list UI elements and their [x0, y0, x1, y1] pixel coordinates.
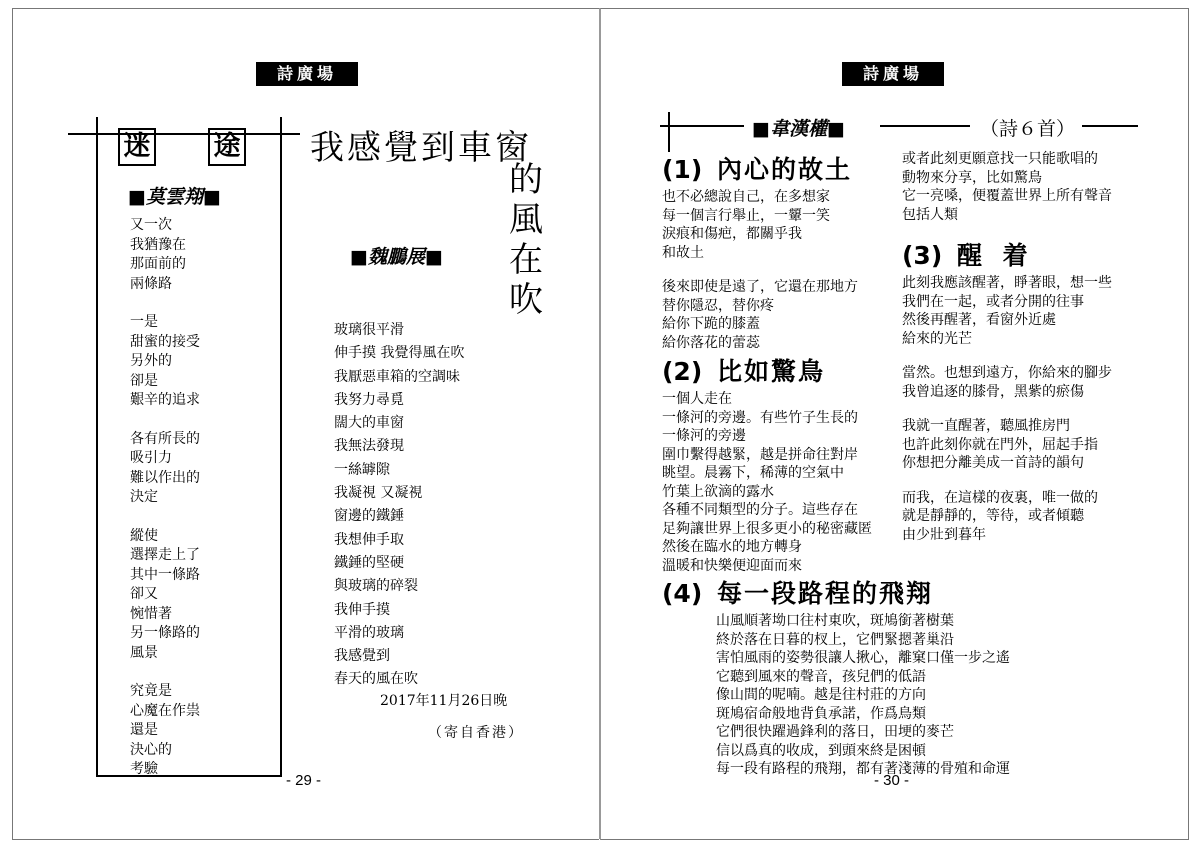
- stanza-gap: [662, 262, 858, 278]
- poem1-body: [130, 216, 200, 780]
- poem1-stanza: [130, 216, 200, 294]
- poem2-date: 2017年11月26日晚: [380, 693, 508, 709]
- section3-line: 我們在一起，或者分開的往事: [902, 293, 1084, 310]
- section2-line: 溫暖和快樂便迎面而來: [662, 557, 802, 574]
- poem2-line: 平滑的玻璃: [334, 624, 404, 641]
- section2-cont-line: 它一亮嗓，便覆蓋世界上所有聲音: [902, 188, 1112, 204]
- section2-line: 一個人走在: [662, 391, 732, 407]
- section1-title: 內心的故土: [716, 155, 852, 184]
- section3-line: 就是靜靜的，等待，或者傾聽: [902, 508, 1084, 524]
- poem1-line: 吸引力: [130, 450, 172, 466]
- poem1-line: 我猶豫在: [130, 236, 186, 253]
- poem2-line: 伸手摸 我覺得風在吹: [334, 345, 465, 362]
- poem2-line: 我凝視 又凝視: [334, 485, 423, 502]
- poem1-line: 難以作出的: [130, 469, 200, 486]
- poem1-author: ■莫雲翔■: [128, 186, 221, 208]
- section2-line: 圍巾繫得越緊，越是拼命往對岸: [662, 446, 858, 463]
- section4-line: 信以爲真的收成，到頭來終是困頓: [716, 742, 926, 759]
- section2-body: [662, 390, 872, 575]
- section3-line: 給來的光芒: [902, 330, 972, 347]
- poem2-title-horizontal: 我感覺到車窗: [310, 128, 532, 168]
- poem2-body: [334, 319, 464, 692]
- poem-count: （詩６首）: [980, 118, 1076, 140]
- poem1-line: 又一次: [130, 217, 172, 233]
- author-line-middle: [880, 125, 970, 127]
- section4-heading: [662, 574, 933, 610]
- section1-heading: [662, 150, 852, 186]
- poem1-frame-top-line: [68, 133, 300, 135]
- poem1-line: 另外的: [130, 353, 172, 369]
- poem1-title-char-1: 迷: [118, 128, 156, 166]
- section1-line: 和故土: [662, 244, 704, 261]
- poem1-line: 艱辛的追求: [130, 392, 200, 408]
- section1-line: 給你下跪的膝蓋: [662, 316, 760, 332]
- poem2-line: 我厭惡車箱的空調味: [334, 368, 460, 385]
- section4-line: 每一段有路程的飛翔，都有著淺薄的骨殖和命運: [716, 761, 1010, 777]
- section3-title: 醒 着: [956, 241, 1034, 270]
- section2-heading: [662, 352, 825, 388]
- poem1-line: 一是: [130, 314, 158, 330]
- section4-line: 山風順著坳口往村東吹，斑鳩銜著樹葉: [716, 613, 954, 629]
- section2-continued-body: [902, 150, 1112, 224]
- section3-line: 此刻我應該醒著，睜著眼，想一些: [902, 275, 1112, 291]
- poem1-line: 決定: [130, 489, 158, 505]
- poem1-frame-left-line: [96, 117, 98, 775]
- section2-line: 足夠讓世界上很多更小的秘密藏匿: [662, 520, 872, 537]
- poem2-title-char: 的: [509, 160, 543, 200]
- section1-line: 後來即使是遠了，它還在那地方: [662, 279, 858, 295]
- section3-line: 而我，在這樣的夜裏，唯一做的: [902, 489, 1098, 506]
- poem2-line: 鐵錘的堅硬: [334, 554, 404, 571]
- section2-cont-line: 動物來分享，比如驚鳥: [902, 169, 1042, 186]
- section2-number: (2): [662, 357, 703, 386]
- poem2-line: 與玻璃的碎裂: [334, 578, 418, 595]
- section3-line: 我就一直醒著，聽風推房門: [902, 418, 1070, 434]
- poem2-line: 春天的風在吹: [334, 671, 418, 688]
- section4-line: 終於落在日暮的杈上，它們緊摁著巢沿: [716, 631, 954, 648]
- poem1-line: 決心的: [130, 741, 172, 758]
- section1-number: (1): [662, 155, 703, 184]
- poem1-line: 甜蜜的接受: [130, 333, 200, 350]
- poem1-stanza: [130, 682, 200, 780]
- left-page-header: 詩廣場: [256, 62, 358, 86]
- poem2-line: 闊大的車窗: [334, 415, 404, 432]
- poem1-line: 另一條路的: [130, 625, 200, 641]
- section4-title: 每一段路程的飛翔: [716, 579, 933, 608]
- stanza-gap: [902, 473, 1112, 489]
- section2-cont-line: 包括人類: [902, 206, 958, 223]
- stanza-gap: [902, 348, 1112, 364]
- section3-line: 然後再醒著，看窗外近處: [902, 312, 1056, 328]
- section2-line: 然後在臨水的地方轉身: [662, 539, 802, 555]
- poem2-title-char: 風: [509, 200, 543, 240]
- section4-body: [716, 612, 1010, 779]
- poem2-line: 我感覺到: [334, 648, 390, 665]
- poem1-line: 心魔在作祟: [130, 702, 200, 719]
- poem2-line: 我無法發現: [334, 438, 404, 455]
- author-line-left: [660, 125, 744, 127]
- right-page-number: - 30 -: [874, 772, 910, 789]
- section1-body: [662, 188, 858, 352]
- section3-line: 也許此刻你就在門外，屈起手指: [902, 436, 1098, 453]
- section1-line: 給你落花的蕾蕊: [662, 334, 760, 351]
- poem2-line: 窗邊的鐵錘: [334, 508, 404, 525]
- poem1-line: 卻又: [130, 586, 158, 602]
- section4-line: 像山間的呢喃。越是往村莊的方向: [716, 687, 926, 703]
- right-author: ■韋漢權■: [752, 118, 845, 140]
- poem2-source-note: （寄自香港）: [428, 725, 524, 741]
- poem2-author: ■魏鵬展■: [350, 246, 443, 268]
- poem2-title-vertical: [506, 160, 546, 320]
- poem2-line: 我伸手摸: [334, 601, 390, 618]
- section4-number: (4): [662, 579, 703, 608]
- section1-line: 淚痕和傷疤，都關乎我: [662, 226, 802, 242]
- poem1-line: 究竟是: [130, 683, 172, 699]
- section3-heading: [902, 236, 1034, 272]
- poem1-line: 那面前的: [130, 256, 186, 272]
- section3-line: 由少壯到暮年: [902, 526, 986, 543]
- section2-line: 一條河的旁邊。有些竹子生長的: [662, 409, 858, 426]
- poem2-line: 玻璃很平滑: [334, 322, 404, 338]
- section4-line: 害怕風雨的姿勢很讓人揪心，離窠口僅一步之遙: [716, 650, 1010, 666]
- right-page-header: 詩廣場: [842, 62, 944, 86]
- poem2-title-char: 吹: [509, 280, 543, 320]
- section2-line: 一條河的旁邊: [662, 428, 746, 444]
- poem1-frame-right-line: [280, 117, 282, 775]
- section3-line: 當然。也想到遠方，你給來的腳步: [902, 365, 1112, 381]
- poem1-stanza: [130, 430, 200, 508]
- poem2-line: 一絲罅隙: [334, 461, 390, 478]
- poem1-stanza: [130, 313, 200, 411]
- section2-title: 比如驚鳥: [716, 357, 825, 386]
- section3-line: 你想把分離美成一首詩的韻句: [902, 455, 1084, 471]
- author-line-left-tick: [668, 112, 670, 152]
- poem2-line: 我努力尋覓: [334, 391, 404, 408]
- left-page-number: - 29 -: [286, 772, 322, 789]
- poem1-line: 縱使: [130, 527, 158, 544]
- poem1-line: 風景: [130, 644, 158, 661]
- poem1-line: 卻是: [130, 372, 158, 389]
- section1-line: 替你隱忍，替你疼: [662, 297, 774, 314]
- poem2-title-char: 在: [509, 240, 543, 280]
- poem1-title-char-2: 途: [208, 128, 246, 166]
- poem1-line: 還是: [130, 722, 158, 738]
- poem1-line: 選擇走上了: [130, 547, 200, 563]
- poem1-line: 考驗: [130, 761, 158, 777]
- poem2-line: 我想伸手取: [334, 531, 404, 548]
- poem1-line: 兩條路: [130, 275, 172, 292]
- section1-line: 也不必總說自己，在多想家: [662, 189, 830, 205]
- section1-line: 每一個言行舉止，一顰一笑: [662, 207, 830, 224]
- section3-line: 我曾追逐的膝骨，黑紫的瘀傷: [902, 383, 1084, 400]
- section4-line: 它們很快躍過鋒利的落日，田埂的麥芒: [716, 724, 954, 740]
- section4-line: 它聽到風來的聲音，孩兒們的低語: [716, 668, 926, 685]
- section2-line: 竹葉上欲滴的露水: [662, 483, 774, 500]
- section4-line: 斑鳩宿命般地背負承諾，作爲鳥類: [716, 705, 926, 722]
- section3-body: [902, 274, 1112, 544]
- poem1-line: 各有所長的: [130, 430, 200, 447]
- author-line-right: [1082, 125, 1138, 127]
- section3-number: (3): [902, 241, 943, 270]
- poem1-stanza: [130, 527, 200, 664]
- poem1-line: 其中一條路: [130, 566, 200, 583]
- stanza-gap: [902, 401, 1112, 417]
- section2-line: 各種不同類型的分子。這些存在: [662, 502, 858, 518]
- section2-cont-line: 或者此刻更願意找一只能歌唱的: [902, 151, 1098, 167]
- poem1-line: 惋惜著: [130, 605, 172, 622]
- section2-line: 眺望。晨霧下，稀薄的空氣中: [662, 465, 844, 481]
